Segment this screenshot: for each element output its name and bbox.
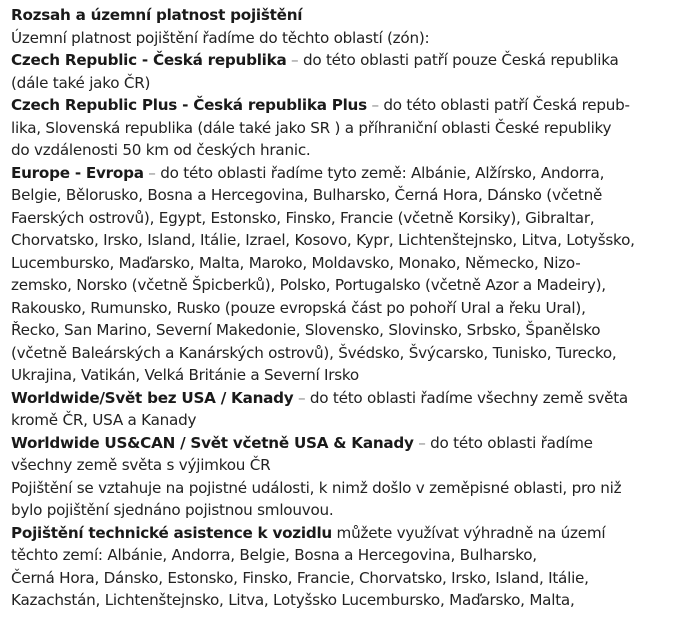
zone-europe-line-5: Lucembursko, Maďarsko, Malta, Maroko, Moldavsko, Monako, Německo, Nizo- xyxy=(11,253,581,272)
zone-worldwide-dash: – xyxy=(293,388,310,407)
zone-uscan xyxy=(11,432,693,477)
zone-europe-line-9: (včetně Baleárských a Kanárských ostrovů), Švédsko, Švýcarsko, Tunisko, Turecko, xyxy=(11,343,617,362)
zone-cr-text: do této oblasti patří pouze Česká republika xyxy=(302,51,619,69)
assistance-line-4: Kazachstán, Lichtenštejnsko, Litva, Lotyšsko Lucembursko, Maďarsko, Malta, xyxy=(11,591,575,609)
zone-worldwide-title: Worldwide/Svět bez USA / Kanady xyxy=(11,388,294,407)
zone-europe-line-1 xyxy=(11,162,693,185)
assistance-line-3: Černá Hora, Dánsko, Estonsko, Finsko, Francie, Chorvatsko, Irsko, Island, Itálie, xyxy=(11,568,589,587)
coverage-note-line-1: Pojištění se vztahuje na pojistné události, k nimž došlo v zeměpisné oblasti, pro niž xyxy=(11,478,622,497)
zone-europe-line-6: zemsko, Norsko (včetně Špicberků), Polsko, Portugalsko (včetně Azor a Madeiry), xyxy=(11,276,606,294)
zone-europe-line-3: Faerských ostrovů), Egypt, Estonsko, Finsko, Francie (včetně Korsiky), Gibraltar, xyxy=(11,208,595,227)
zone-europe-title: Europe - Evropa xyxy=(11,163,144,182)
zone-cr-title: Czech Republic - Česká republika xyxy=(11,51,287,69)
zone-uscan-text: do této oblasti řadíme xyxy=(430,433,593,452)
zone-worldwide-line-2: kromě ČR, USA a Kanady xyxy=(11,411,197,429)
zone-worldwide-text: do této oblasti řadíme všechny země světa xyxy=(309,388,628,407)
zone-europe-line-7: Rakousko, Rumunsko, Rusko (pouze evropská část po pohoří Ural a řeku Ural), xyxy=(11,298,586,317)
coverage-note xyxy=(11,477,693,522)
assistance-text: můžete využívat výhradně na území xyxy=(331,523,606,542)
zone-europe-line-4: Chorvatsko, Irsko, Island, Itálie, Izrael, Kosovo, Kypr, Lichtenštejnsko, Litva, Lotyšsko, xyxy=(11,231,635,249)
zone-crplus-line-3: do vzdálenosti 50 km od českých hranic. xyxy=(11,141,311,159)
zone-crplus xyxy=(11,94,693,162)
zone-europe-dash: – xyxy=(143,163,161,182)
zone-europe-line-10: Ukrajina, Vatikán, Velká Británie a Severní Irsko xyxy=(11,366,359,384)
zone-worldwide xyxy=(11,387,693,432)
intro-text: Územní platnost pojištění řadíme do těchto oblastí (zón): xyxy=(11,28,430,47)
zone-worldwide-line-1 xyxy=(11,387,693,410)
coverage-note-line-2: bylo pojištění sjednáno pojistnou smlouvou. xyxy=(11,501,334,519)
zone-uscan-title: Worldwide US&CAN / Svět včetně USA & Kanady xyxy=(11,433,414,452)
section-heading: Rozsah a územní platnost pojištění xyxy=(11,6,303,24)
zone-crplus-line-1 xyxy=(11,94,693,117)
zone-cr-dash: – xyxy=(286,51,303,69)
zone-crplus-dash: – xyxy=(366,96,384,114)
assistance-line-2: těchto zemí: Albánie, Andorra, Belgie, Bosna a Hercegovina, Bulharsko, xyxy=(11,546,537,564)
zone-europe-line-8: Řecko, San Marino, Severní Makedonie, Slovensko, Slovinsko, Srbsko, Španělsko xyxy=(11,321,601,339)
zone-uscan-dash: – xyxy=(413,433,431,452)
assistance-title: Pojištění technické asistence k vozidlu xyxy=(11,523,332,542)
zone-crplus-text: do této oblasti patří Česká repub- xyxy=(383,96,630,114)
zone-cr-line-1 xyxy=(11,49,693,72)
zone-europe xyxy=(11,162,693,387)
zone-europe-line-2: Belgie, Bělorusko, Bosna a Hercegovina, Bulharsko, Černá Hora, Dánsko (včetně xyxy=(11,186,603,204)
zone-crplus-line-2: lika, Slovenská republika (dále také jako SR ) a příhraniční oblasti České republiky xyxy=(11,118,612,137)
zone-uscan-line-1 xyxy=(11,432,693,455)
zone-europe-text: do této oblasti řadíme tyto země: Albánie, Alžírsko, Andorra, xyxy=(160,163,605,182)
zone-cr-line-2: (dále také jako ČR) xyxy=(11,73,151,92)
zone-uscan-line-2: všechny země světa s výjimkou ČR xyxy=(11,456,271,474)
zone-cr xyxy=(11,49,693,94)
assistance-section xyxy=(11,522,693,612)
assistance-line-1 xyxy=(11,522,693,545)
zone-crplus-title: Czech Republic Plus - Česká republika Plus xyxy=(11,96,367,114)
